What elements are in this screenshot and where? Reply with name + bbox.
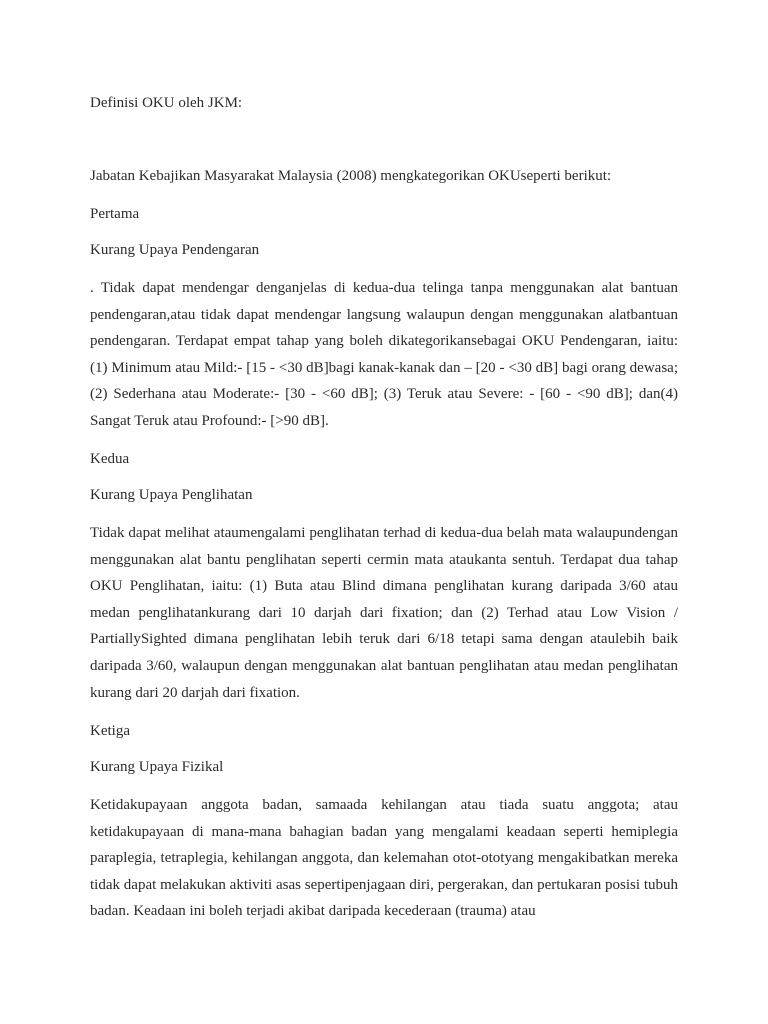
section-ordinal: Kedua — [90, 451, 130, 467]
section-body — [90, 275, 678, 435]
section-paragraph: . Tidak dapat mendengar denganjelas di kedua-dua telinga tanpa menggunakan alat bantuan pendengaran,atau tidak dapat mendengar langsung walaupun dengan menggunakan alatbantuan pendengaran. Terdapat empat tahap yang boleh dikategorikansebagai OKU Pendengaran, iaitu: (1) Minimum atau Mild:- [15 - <30 dB]bagi kanak-kanak dan – [20 - <30 dB] bagi orang dewasa; (2) Sederhana atau Moderate:- [30 - <60 dB]; (3) Teruk atau Severe: - [60 - <90 dB]; dan(4) Sangat Teruk atau Profound:- [>90 dB]. — [90, 280, 678, 429]
section-body — [90, 792, 678, 925]
intro-text: Jabatan Kebajikan Masyarakat Malaysia (2008) mengkategorikan OKUseperti berikut: — [90, 168, 612, 184]
section-body — [90, 520, 678, 706]
section-ordinal: Ketiga — [90, 723, 130, 739]
document-heading: Definisi OKU oleh JKM: — [90, 95, 243, 111]
section-ordinal: Pertama — [90, 206, 140, 222]
section-paragraph: Tidak dapat melihat ataumengalami penglihatan terhad di kedua-dua belah mata walaupundengan menggunakan alat bantu penglihatan seperti cermin mata ataukanta sentuh. Terdapat dua tahap OKU Penglihatan, iaitu: (1) Buta atau Blind dimana penglihatan kurang daripada 3/60 atau medan penglihatankurang dari 10 darjah dari fixation; dan (2) Terhad atau Low Vision / PartiallySighted dimana penglihatan lebih teruk dari 6/18 tetapi sama dengan ataulebih baik daripada 3/60, walaupun dengan menggunakan alat bantuan penglihatan atau medan penglihatan kurang dari 20 darjah dari fixation. — [90, 525, 678, 701]
section-title: Kurang Upaya Pendengaran — [90, 242, 260, 258]
section-paragraph: Ketidakupayaan anggota badan, samaada kehilangan atau tiada suatu anggota; atau ketidakupayaan di mana-mana bahagian badan yang mengalami keadaan seperti hemiplegia paraplegia, tetraplegia, kehilangan anggota, dan kelemahan otot-ototyang mengakibatkan mereka tidak dapat melakukan aktiviti asas sepertipenjagaan diri, pergerakan, dan pertukaran posisi tubuh badan. Keadaan ini boleh terjadi akibat daripada kecederaan (trauma) atau — [90, 797, 678, 920]
section-title: Kurang Upaya Penglihatan — [90, 487, 253, 503]
section-title: Kurang Upaya Fizikal — [90, 759, 224, 775]
